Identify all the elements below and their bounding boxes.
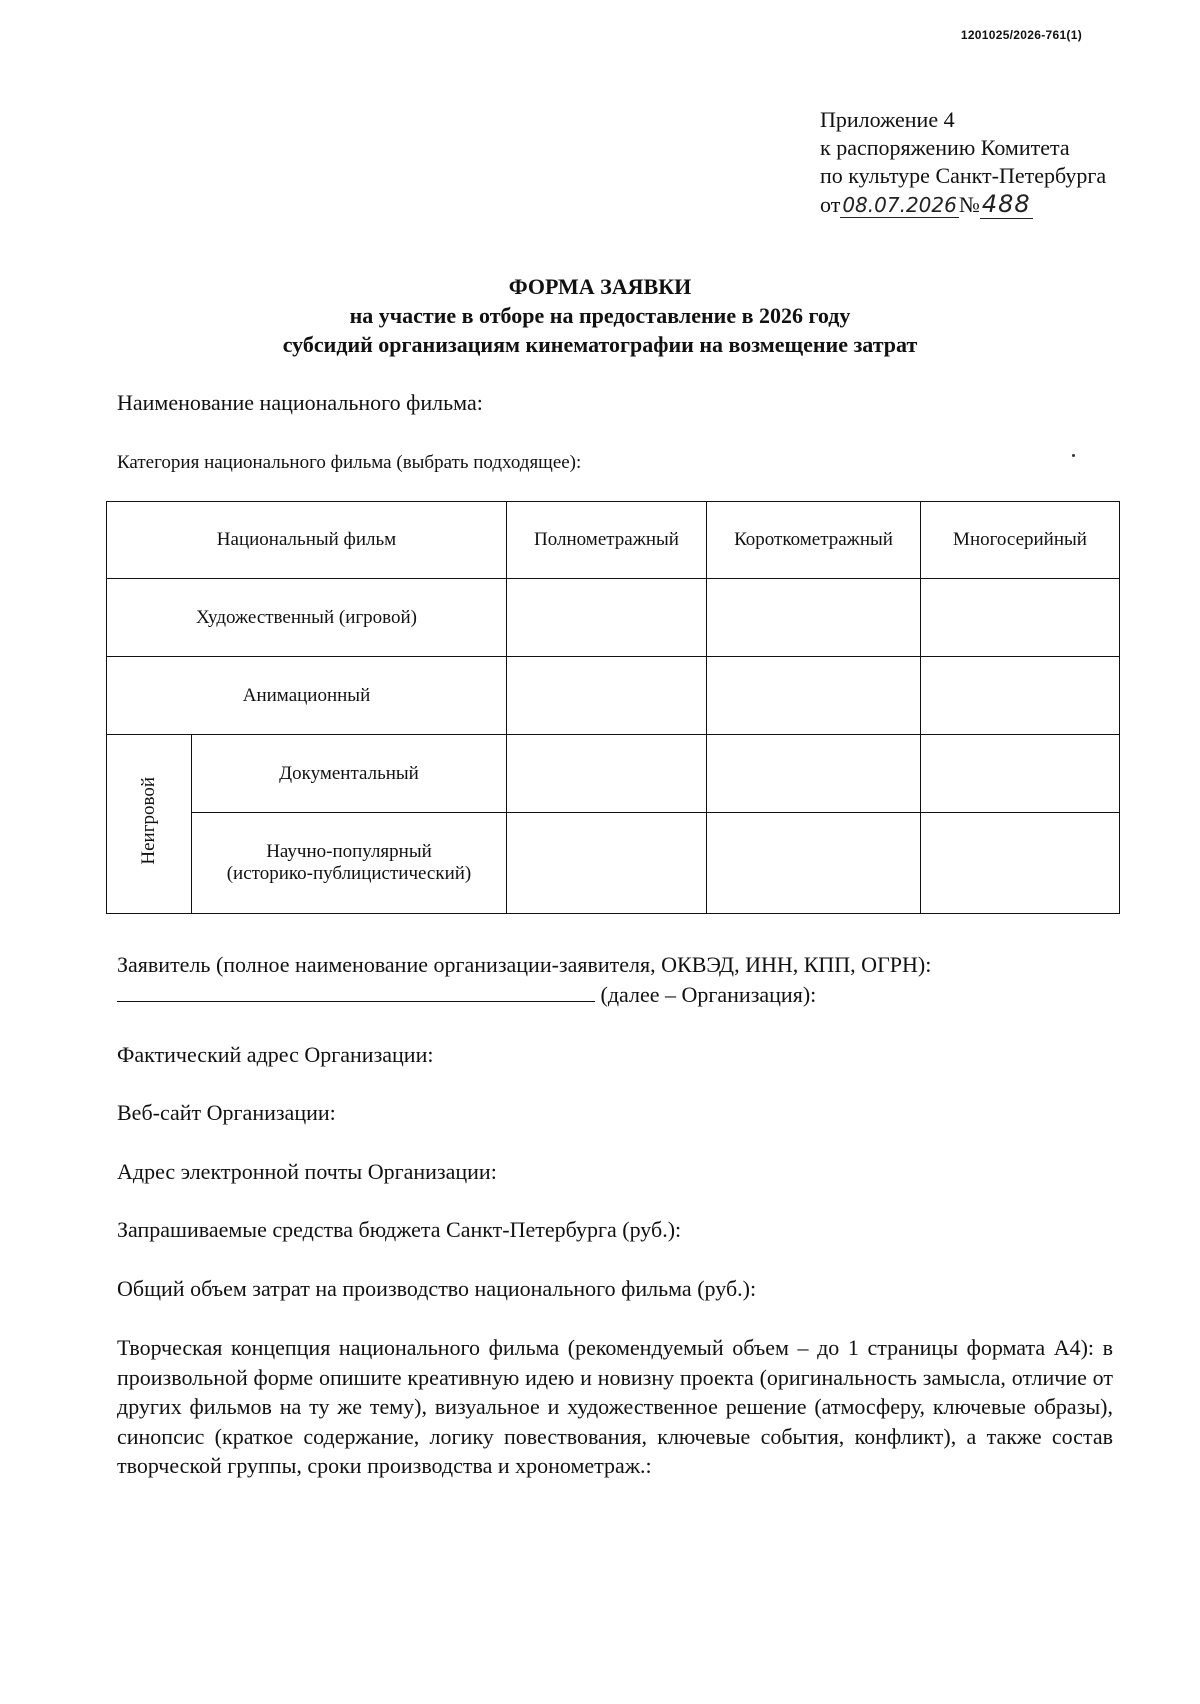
header-short: Короткометражный xyxy=(707,502,921,579)
applicant-label: Заявитель (полное наименование организации-заявителя, ОКВЭД, ИНН, КПП, ОГРН): xyxy=(117,952,932,977)
table-row xyxy=(107,735,1120,813)
header-national-film: Национальный фильм xyxy=(107,502,507,579)
annex-line-4 xyxy=(820,190,1106,219)
category-table xyxy=(106,501,1120,914)
checkbox-cell-fiction-full[interactable] xyxy=(507,579,707,657)
table-row xyxy=(107,813,1120,914)
checkbox-cell-fiction-short[interactable] xyxy=(707,579,921,657)
applicant-blank-field[interactable] xyxy=(117,981,595,1002)
row-group-nonfiction xyxy=(107,735,192,914)
address-label: Фактический адрес Организации: xyxy=(117,1042,434,1067)
applicant-line xyxy=(117,980,1113,1010)
checkbox-cell-documentary-short[interactable] xyxy=(707,735,921,813)
annex-block xyxy=(820,106,1106,219)
document-id: 1201025/2026-761(1) xyxy=(960,28,1082,42)
title-line-1: ФОРМА ЗАЯВКИ xyxy=(508,274,692,299)
popular-science-line-1: Научно-популярный xyxy=(266,841,432,862)
table-row xyxy=(107,657,1120,735)
row-label-fiction: Художественный (игровой) xyxy=(107,579,507,657)
checkbox-cell-animation-full[interactable] xyxy=(507,657,707,735)
annex-line-1: Приложение 4 xyxy=(820,107,955,132)
scan-speck xyxy=(1072,454,1075,457)
annex-line-3: по культуре Санкт-Петербурга xyxy=(820,163,1107,188)
table-header-row xyxy=(107,502,1120,579)
checkbox-cell-popsci-series[interactable] xyxy=(921,813,1120,914)
checkbox-cell-animation-short[interactable] xyxy=(707,657,921,735)
title-line-2: на участие в отборе на предоставление в 2026 году xyxy=(349,303,851,328)
row-label-animation: Анимационный xyxy=(107,657,507,735)
checkbox-cell-popsci-full[interactable] xyxy=(507,813,707,914)
total-costs-label: Общий объем затрат на производство национального фильма (руб.): xyxy=(117,1276,757,1301)
budget-requested-label: Запрашиваемые средства бюджета Санкт-Петербурга (руб.): xyxy=(117,1217,682,1242)
checkbox-cell-popsci-short[interactable] xyxy=(707,813,921,914)
table-row xyxy=(107,579,1120,657)
email-label: Адрес электронной почты Организации: xyxy=(117,1159,497,1184)
handwritten-number: 488 xyxy=(981,190,1031,218)
film-name-label: Наименование национального фильма: xyxy=(117,390,483,415)
annex-line-2: к распоряжению Комитета xyxy=(820,135,1070,160)
category-label: Категория национального фильма (выбрать подходящее): xyxy=(117,452,582,473)
applicant-suffix: (далее – Организация): xyxy=(600,982,817,1007)
concept-label: Творческая концепция национального фильма (рекомендуемый объем – до 1 страницы формата А4): в произвольной форме опишите креативную идею и новизну проекта (оригинальность замысла, отличие от других фильмов на ту же тему), визуальное и художественное решение (атмосферу, ключевые образы), синопсис (краткое содержание, логику повествования, ключевые события, конфликт), а также состав творческой группы, сроки производства и хронометраж.: xyxy=(117,1335,1113,1478)
checkbox-cell-documentary-full[interactable] xyxy=(507,735,707,813)
header-full-length: Полнометражный xyxy=(507,502,707,579)
handwritten-date: 08.07.2026 xyxy=(842,193,957,217)
form-title xyxy=(0,272,1200,359)
checkbox-cell-documentary-series[interactable] xyxy=(921,735,1120,813)
from-label: от xyxy=(820,192,841,217)
row-label-popular-science xyxy=(192,813,507,914)
header-series: Многосерийный xyxy=(921,502,1120,579)
checkbox-cell-animation-series[interactable] xyxy=(921,657,1120,735)
checkbox-cell-fiction-series[interactable] xyxy=(921,579,1120,657)
popular-science-line-2: (историко-публицистический) xyxy=(226,863,472,884)
website-label: Веб-сайт Организации: xyxy=(117,1100,336,1125)
row-label-documentary: Документальный xyxy=(192,735,507,813)
number-label: № xyxy=(958,192,980,217)
title-line-3: субсидий организациям кинематографии на возмещение затрат xyxy=(282,332,918,357)
nonfiction-label: Неигровой xyxy=(138,777,159,865)
